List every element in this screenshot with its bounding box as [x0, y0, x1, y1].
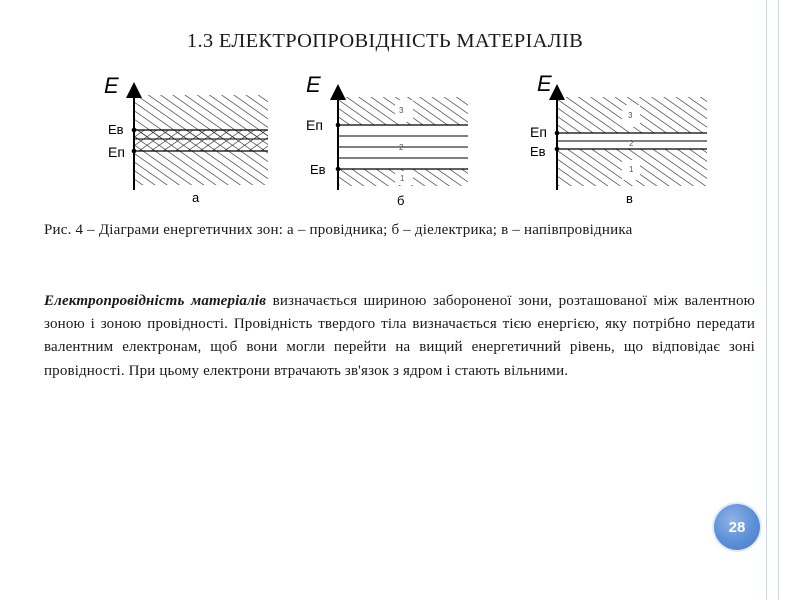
panel-a-diagram	[104, 73, 268, 205]
panel-a-axis-label: E	[104, 73, 119, 98]
panel-a-label: а	[192, 190, 200, 205]
panel-c-zone-number-1: 1	[629, 165, 634, 174]
panel-b-diagram	[306, 72, 468, 208]
panel-b-zone-number-2: 2	[399, 143, 404, 152]
panel-a-upper-level-label: Ев	[108, 122, 124, 137]
panel-c-lower-level-label: Ев	[530, 144, 546, 159]
panel-b-label: б	[397, 193, 405, 208]
panel-b-axis-label: E	[306, 72, 321, 97]
body-lead-term: Електропровідність матеріалів	[44, 293, 267, 309]
panel-c-zone-number-2: 2	[629, 139, 634, 148]
figure-caption: Рис. 4 – Діаграми енергетичних зон: а – провідника; б – діелектрика; в – напівпровідника	[44, 222, 633, 238]
panel-b-lower-level-label: Ев	[310, 162, 326, 177]
panel-c-upper-level-label: Еп	[530, 124, 547, 140]
panel-b-upper-level-label: Еп	[306, 117, 323, 133]
body-text: визначається шириною забороненої зони, розташованої між валентною зоною і зоною провідності. Провідність твердого тіла визначається тією енергією, яку потрібно передати валентним електронам, щоб вони могли перейти на вищий енергетичний рівень, що відповідає зоні провідності. При цьому електрони втрачають зв'язок з ядром і стають вільними.	[44, 293, 756, 379]
panel-b-zone-number-3: 3	[399, 106, 404, 115]
panel-c-axis-label: E	[537, 71, 552, 96]
panel-c-diagram	[530, 71, 707, 206]
energy-band-diagrams	[0, 0, 800, 215]
panel-a-lower-level-label: Еп	[108, 144, 125, 160]
body-paragraph	[44, 290, 755, 383]
panel-b-zone-number-1: 1	[400, 174, 405, 183]
page-number-badge: 28	[714, 504, 760, 550]
panel-c-label: в	[626, 191, 633, 206]
panel-c-zone-number-3: 3	[628, 111, 633, 120]
page-title: 1.3 ЕЛЕКТРОПРОВІДНІСТЬ МАТЕРІАЛІВ	[186, 30, 584, 52]
